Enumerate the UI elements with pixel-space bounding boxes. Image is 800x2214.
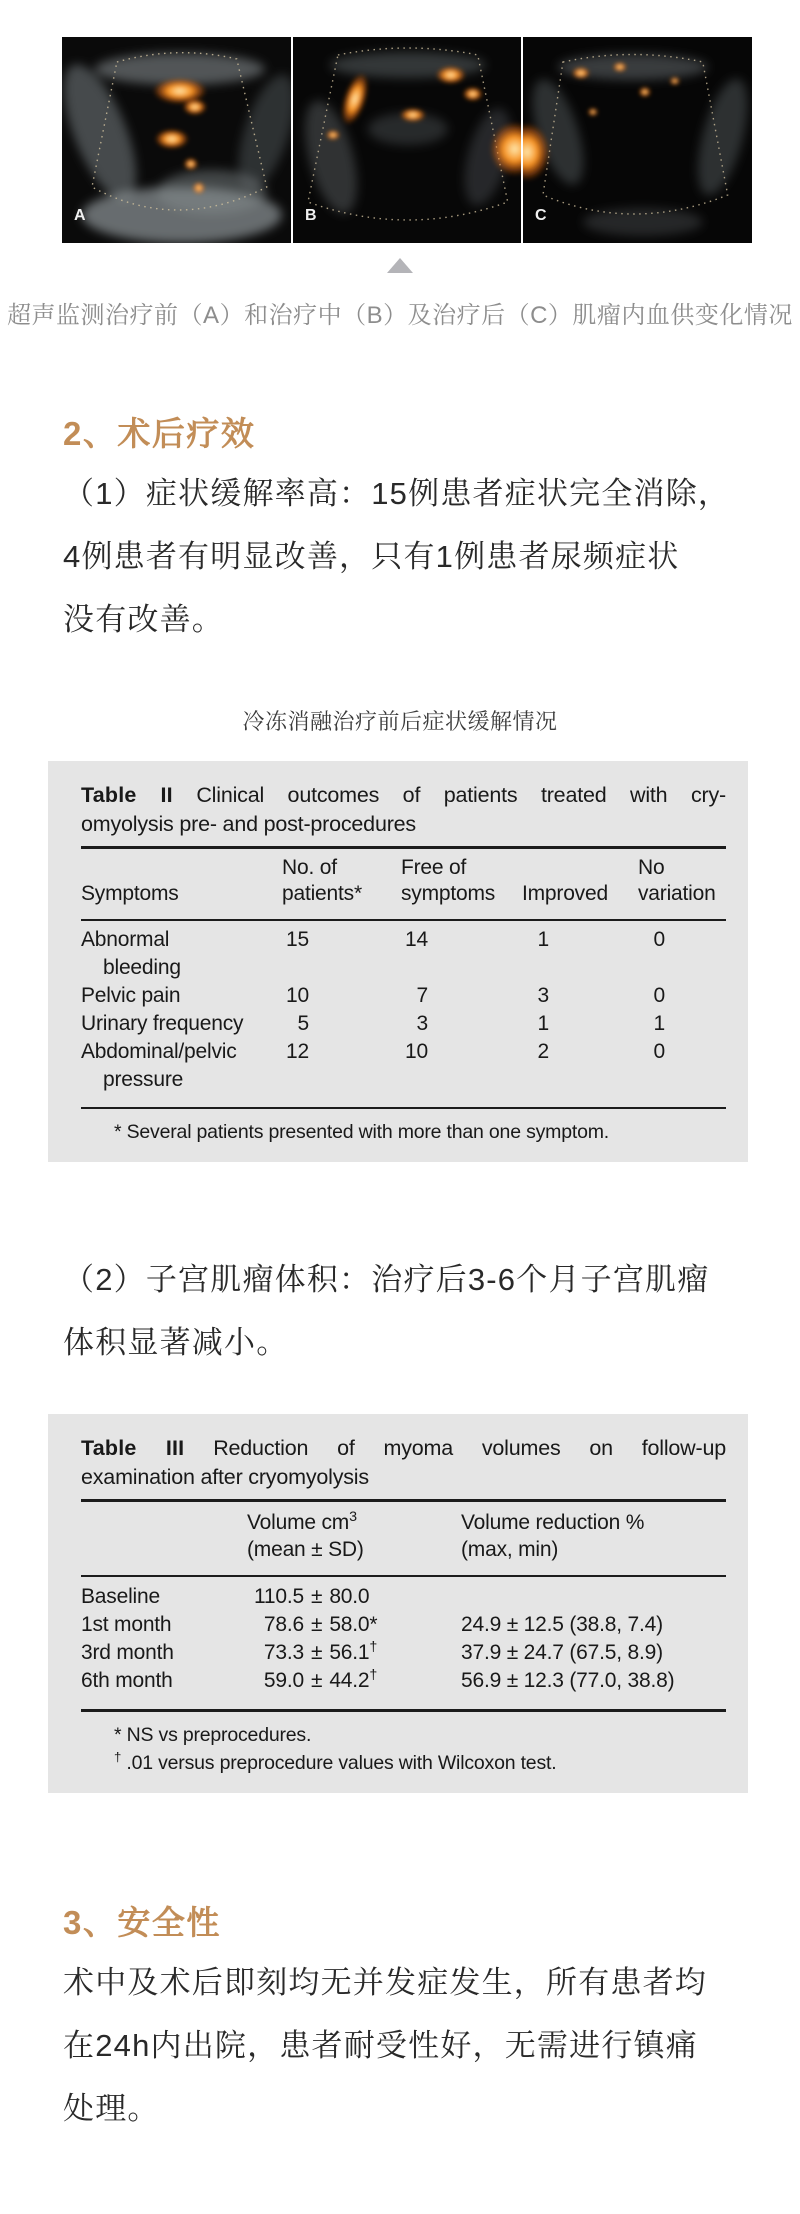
- table-2-rule-bottom: [81, 1107, 726, 1109]
- table-3-header-row: [81, 1502, 726, 1568]
- table-3-number: Table III: [81, 1436, 185, 1460]
- ultrasound-image-a: [62, 37, 291, 243]
- ultrasound-panel-b: [293, 37, 522, 243]
- table-row: Abdominal/pelvic pressure 12 10 2 0: [81, 1040, 665, 1091]
- table-2-title-line-2: omyolysis pre- and post-procedures: [81, 812, 416, 836]
- paragraph-3-line-3: 处理。: [63, 2091, 160, 2126]
- paragraph-1-line-2: 4例患者有明显改善，只有1例患者尿频症状: [63, 539, 680, 574]
- table-2-col-novariation: No variation: [638, 856, 716, 905]
- table-row: Pelvic pain 10 7 3 0: [81, 984, 665, 1007]
- section-2-heading: 2、术后疗效: [63, 415, 256, 452]
- paragraph-1: [63, 462, 764, 651]
- table-row: Urinary frequency 5 3 1 1: [81, 1012, 665, 1035]
- table-3-footnote-2: † .01 versus preprocedure values with Wilcoxon test.: [114, 1749, 557, 1774]
- table-2-col-improved: Improved: [522, 882, 608, 905]
- table-3-col-reduction: Volume reduction % (max, min): [461, 1511, 645, 1561]
- ultrasound-image-b: [293, 37, 522, 243]
- table-row: 1st month 78.6 ± 58.0* 24.9 ± 12.5 (38.8, 7.4): [81, 1613, 663, 1636]
- table-3-title: [81, 1434, 726, 1492]
- table-3: [48, 1414, 748, 1793]
- table-2-footnote: * Several patients presented with more than one symptom.: [114, 1121, 609, 1143]
- table-3-footnotes: [114, 1721, 726, 1777]
- ultrasound-panel-a: [62, 37, 291, 243]
- figure-caption: 超声监测治疗前（A）和治疗中（B）及治疗后（C）肌瘤内血供变化情况: [7, 302, 793, 329]
- table-3-col-volume: Volume $cm^3$ (mean ± SD): [247, 1509, 364, 1561]
- paragraph-2-line-1: （2）子宫肌瘤体积：治疗后3-6个月子宫肌瘤: [63, 1262, 710, 1297]
- ultrasound-image-c: [523, 37, 752, 243]
- paragraph-3-line-1: 术中及术后即刻均无并发症发生，所有患者均: [63, 1965, 707, 2000]
- table-3-footnote-1: * NS vs preprocedures.: [114, 1724, 312, 1746]
- paragraph-1-line-1: （1）症状缓解率高：15例患者症状完全消除，: [63, 476, 731, 511]
- table-2-title-line-1: Clinical outcomes of patients treated with cry-: [196, 783, 726, 807]
- table-3-rule-bottom: [81, 1709, 726, 1712]
- table-2-title: [81, 781, 726, 839]
- paragraph-3: [63, 1951, 764, 2140]
- table-2-col-symptoms: Symptoms: [81, 882, 179, 905]
- article-page: [0, 37, 800, 2140]
- paragraph-2: [63, 1248, 764, 1374]
- ultrasound-panel-c: [523, 37, 752, 243]
- table-row: Abnormal bleeding 15 14 1 0: [81, 928, 665, 979]
- table-3-title-line-2: examination after cryomyolysis: [81, 1465, 369, 1489]
- panel-label-a: A: [73, 206, 86, 225]
- table-2-caption-zh: 冷冻消融治疗前后症状缓解情况: [242, 709, 558, 734]
- table-2-body: [81, 921, 726, 1100]
- paragraph-1-line-3: 没有改善。: [63, 602, 224, 637]
- panel-label-c: C: [535, 206, 547, 225]
- paragraph-3-line-2: 在24h内出院，患者耐受性好，无需进行镇痛: [63, 2028, 698, 2063]
- table-2-header-row: [81, 849, 726, 912]
- collapse-arrow-icon[interactable]: [387, 258, 413, 273]
- table-2: [48, 761, 748, 1162]
- table-row: 3rd month 73.3 ± 56.1† 37.9 ± 24.7 (67.5, 8.9): [81, 1639, 663, 1664]
- table-2-col-free: Free of symptoms: [401, 856, 496, 905]
- section-3-heading: 3、安全性: [63, 1904, 221, 1941]
- panel-label-b: B: [304, 206, 317, 225]
- ultrasound-figure: [62, 37, 752, 243]
- table-2-number: Table II: [81, 783, 173, 807]
- table-row: Baseline 110.5 ± 80.0: [81, 1585, 370, 1608]
- table-2-col-patients: No. of patients*: [282, 856, 362, 905]
- table-3-body: [81, 1577, 726, 1702]
- paragraph-2-line-2: 体积显著减小。: [63, 1325, 289, 1360]
- table-row: 6th month 59.0 ± 44.2† 56.9 ± 12.3 (77.0, 38.8): [81, 1667, 675, 1692]
- table-3-title-line-1: Reduction of myoma volumes on follow-up: [213, 1436, 726, 1460]
